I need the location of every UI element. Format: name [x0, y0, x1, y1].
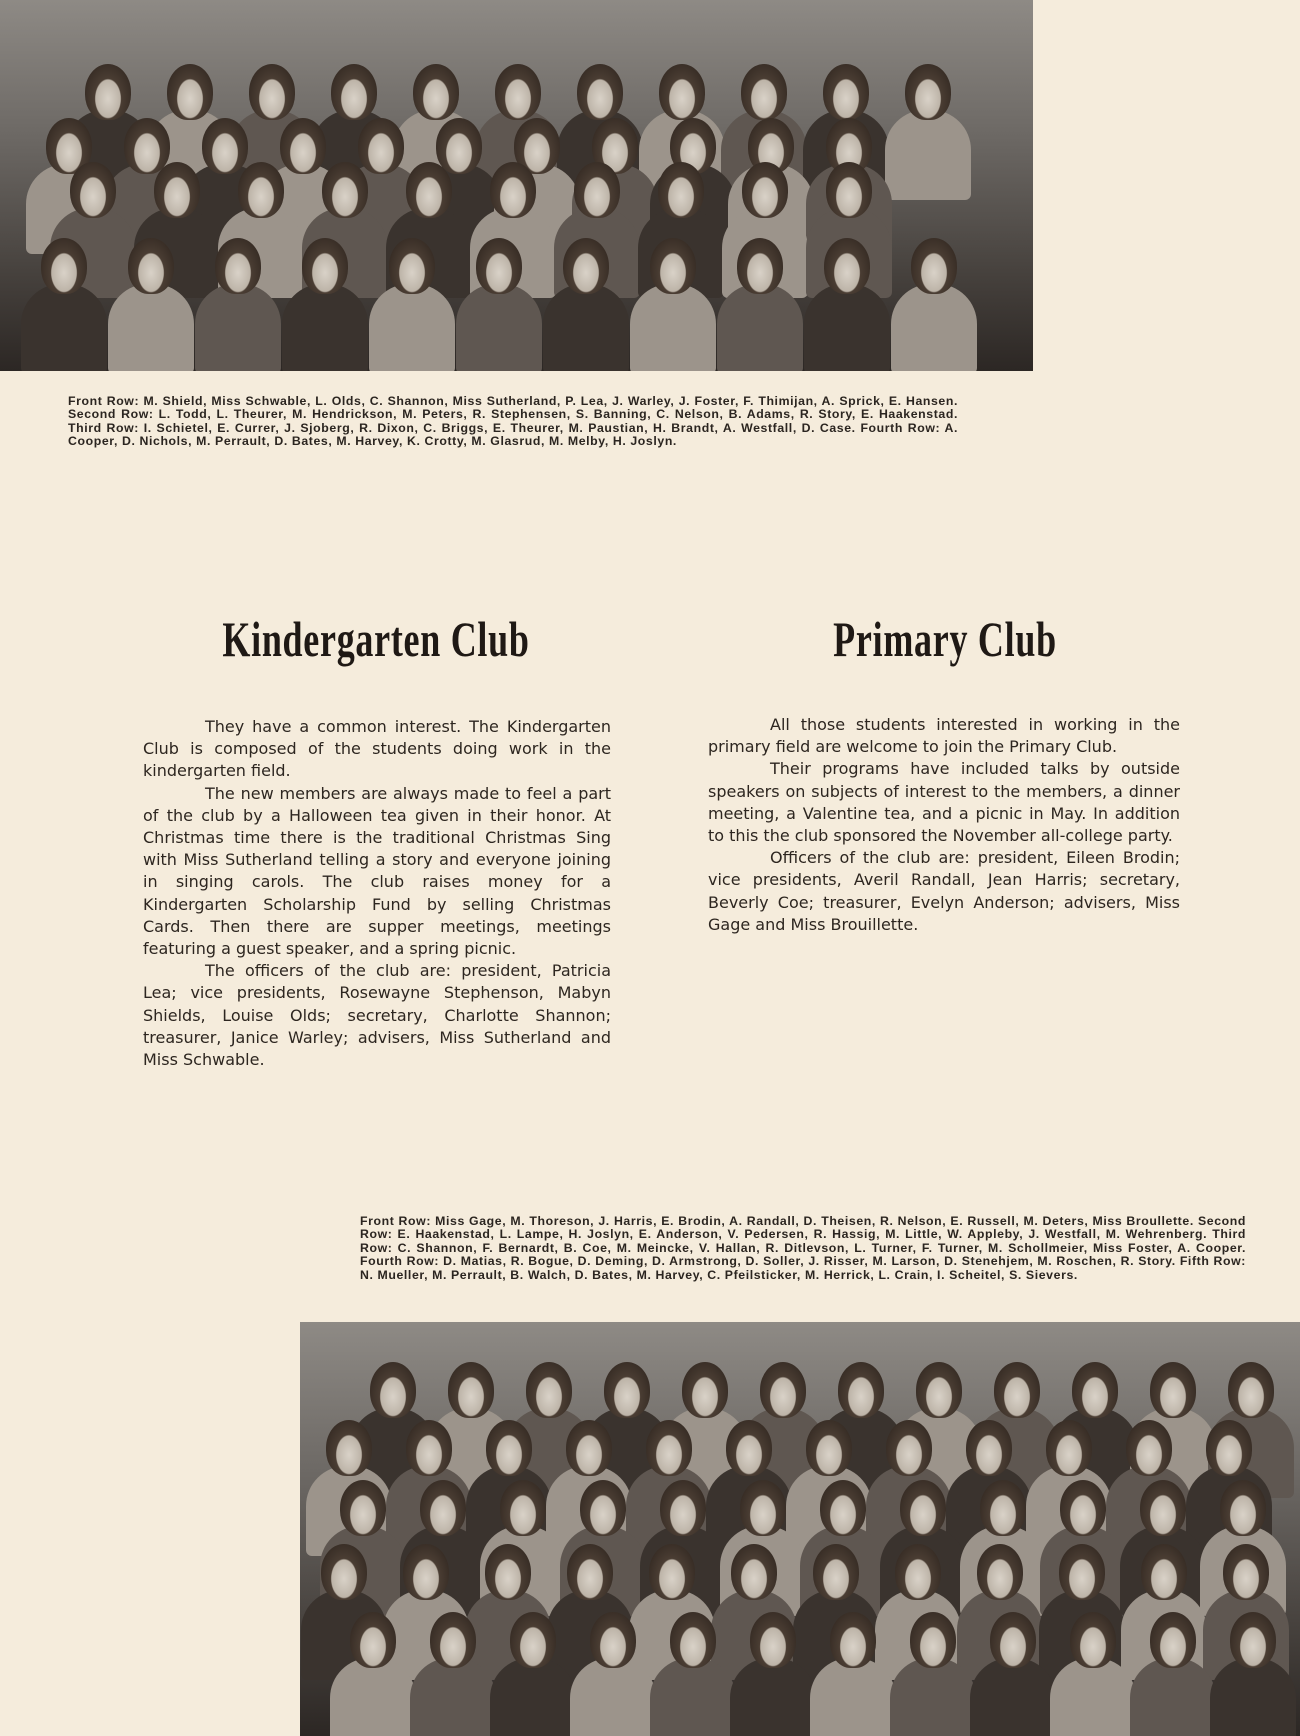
person-figure	[369, 284, 455, 371]
person-head	[1206, 1420, 1252, 1476]
kindergarten-club-title: Kindergarten Club	[222, 611, 530, 667]
person-figure	[810, 1658, 896, 1736]
person-head	[813, 1544, 859, 1600]
person-head	[990, 1612, 1036, 1668]
person-figure	[717, 284, 803, 371]
person-head	[1228, 1362, 1274, 1418]
person-head	[580, 1480, 626, 1536]
person-head	[526, 1362, 572, 1418]
person-head	[886, 1420, 932, 1476]
person-head	[977, 1544, 1023, 1600]
person-head	[1060, 1480, 1106, 1536]
person-figure	[891, 284, 977, 371]
person-head	[389, 238, 435, 294]
person-head	[406, 162, 452, 218]
person-head	[659, 64, 705, 120]
person-head	[350, 1612, 396, 1668]
person-head	[910, 1612, 956, 1668]
person-head	[750, 1612, 796, 1668]
person-head	[406, 1420, 452, 1476]
person-head	[322, 162, 368, 218]
kindergarten-club-group-photo	[0, 0, 1033, 371]
primary-club-group-photo	[300, 1322, 1300, 1736]
person-head	[660, 1480, 706, 1536]
person-head	[563, 238, 609, 294]
person-head	[430, 1612, 476, 1668]
person-head	[340, 1480, 386, 1536]
person-head	[895, 1544, 941, 1600]
person-head	[420, 1480, 466, 1536]
person-head	[436, 118, 482, 174]
person-head	[650, 238, 696, 294]
person-head	[249, 64, 295, 120]
person-head	[760, 1362, 806, 1418]
person-head	[124, 118, 170, 174]
person-figure	[282, 284, 368, 371]
person-head	[154, 162, 200, 218]
person-figure	[650, 1658, 736, 1736]
person-figure	[456, 284, 542, 371]
person-figure	[1210, 1658, 1296, 1736]
primary-paragraph-3: Officers of the club are: president, Eileen Brodin; vice presidents, Averil Randall, Jean Harris; secretary, Beverly Coe; treasurer, Evelyn Anderson; advisers, Miss Gage and Miss Brouillette.	[708, 848, 1180, 934]
person-head	[486, 1420, 532, 1476]
person-head	[476, 238, 522, 294]
person-head	[500, 1480, 546, 1536]
person-head	[128, 238, 174, 294]
person-head	[916, 1362, 962, 1418]
person-head	[167, 64, 213, 120]
person-head	[567, 1544, 613, 1600]
person-figure	[21, 284, 107, 371]
kindergarten-paragraph-2: The new members are always made to feel a part of the club by a Halloween tea given in their honor. At Christmas time there is the traditional Christmas Sing with Miss Sutherland telling a story and everyone joining in singing carols. The club raises money for a Kindergarten Scholarship Fund by selling Christmas Cards. Then there are supper meetings, meetings featuring a guest speaker, and a spring picnic.	[143, 783, 611, 959]
person-head	[900, 1480, 946, 1536]
person-head	[823, 64, 869, 120]
person-head	[280, 118, 326, 174]
person-head	[1150, 1362, 1196, 1418]
person-figure	[885, 110, 971, 200]
person-figure	[570, 1658, 656, 1736]
person-figure	[195, 284, 281, 371]
person-figure	[630, 284, 716, 371]
person-head	[994, 1362, 1040, 1418]
primary-photo-caption: Front Row: Miss Gage, M. Thoreson, J. Harris, E. Brodin, A. Randall, D. Theisen, R. Nelson, E. Russell, M. Deters, Miss Broullette. Second Row: E. Haakenstad, L. Lampe, H. Joslyn, E. Anderson, V. Pedersen, R. Hassig, M. Little, W. Appleby, J. Westfall, M. Wehrenberg. Third Row: C. Shannon, F. Bernardt, B. Coe, M. Meincke, V. Hallan, R. Ditlevson, L. Turner, F. Turner, M. Schollmeier, Miss Foster, A. Cooper. Fourth Row: D. Matias, R. Bogue, D. Deming, D. Armstrong, D. Soller, J. Risser, M. Larson, D. Stenehjem, M. Roschen, R. Story. Fifth Row: N. Mueller, M. Perrault, B. Walch, D. Bates, M. Harvey, C. Pfeilsticker, M. Herrick, L. Crain, I. Scheitel, S. Sievers.	[360, 1214, 1246, 1282]
person-head	[966, 1420, 1012, 1476]
kindergarten-club-description	[143, 716, 611, 1071]
person-head	[604, 1362, 650, 1418]
person-head	[215, 238, 261, 294]
person-head	[911, 238, 957, 294]
person-head	[806, 1420, 852, 1476]
person-head	[682, 1362, 728, 1418]
person-head	[826, 162, 872, 218]
person-head	[740, 1480, 786, 1536]
person-head	[495, 64, 541, 120]
person-head	[658, 162, 704, 218]
kindergarten-paragraph-3: The officers of the club are: president, Patricia Lea; vice presidents, Rosewayne Stephenson, Mabyn Shields, Louise Olds; secretary, Charlotte Shannon; treasurer, Janice Warley; advisers, Miss Sutherland and Miss Schwable.	[143, 961, 611, 1070]
person-head	[490, 162, 536, 218]
person-figure	[970, 1658, 1056, 1736]
person-head	[358, 118, 404, 174]
person-head	[646, 1420, 692, 1476]
person-head	[1150, 1612, 1196, 1668]
person-figure	[543, 284, 629, 371]
person-head	[737, 238, 783, 294]
primary-paragraph-2: Their programs have included talks by outside speakers on subjects of interest to the members, a dinner meeting, a Valentine tea, and a picnic in May. In addition to this the club sponsored the November all-college party.	[708, 759, 1180, 846]
person-head	[413, 64, 459, 120]
kindergarten-photo-caption: Front Row: M. Shield, Miss Schwable, L. Olds, C. Shannon, Miss Sutherland, P. Lea, J. Warley, J. Foster, F. Thimijan, A. Sprick, E. Hansen. Second Row: L. Todd, L. Theurer, M. Hendrickson, M. Peters, R. Stephensen, S. Banning, C. Nelson, B. Adams, R. Story, E. Haakenstad. Third Row: I. Schietel, E. Currer, J. Sjoberg, R. Dixon, C. Briggs, E. Theurer, M. Paustian, H. Brandt, A. Westfall, D. Case. Fourth Row: A. Cooper, D. Nichols, M. Perrault, D. Bates, M. Harvey, K. Crotty, M. Glasrud, M. Melby, H. Joslyn.	[68, 394, 958, 449]
person-head	[448, 1362, 494, 1418]
person-head	[731, 1544, 777, 1600]
person-head	[321, 1544, 367, 1600]
person-head	[574, 162, 620, 218]
primary-paragraph-1: All those students interested in working in the primary field are welcome to join the Primary Club.	[708, 715, 1180, 757]
person-head	[302, 238, 348, 294]
person-head	[70, 162, 116, 218]
person-head	[238, 162, 284, 218]
person-head	[726, 1420, 772, 1476]
person-head	[1046, 1420, 1092, 1476]
person-head	[741, 64, 787, 120]
person-head	[331, 64, 377, 120]
person-head	[1059, 1544, 1105, 1600]
primary-club-title: Primary Club	[833, 611, 1057, 667]
person-head	[824, 238, 870, 294]
kindergarten-paragraph-1: They have a common interest. The Kindergarten Club is composed of the students doing work in the kindergarten field.	[143, 717, 611, 781]
person-head	[577, 64, 623, 120]
person-head	[370, 1362, 416, 1418]
person-head	[742, 162, 788, 218]
person-head	[830, 1612, 876, 1668]
person-head	[905, 64, 951, 120]
person-head	[590, 1612, 636, 1668]
person-figure	[490, 1658, 576, 1736]
person-head	[838, 1362, 884, 1418]
person-head	[649, 1544, 695, 1600]
person-figure	[890, 1658, 976, 1736]
person-head	[41, 238, 87, 294]
person-figure	[730, 1658, 816, 1736]
person-figure	[410, 1658, 496, 1736]
person-head	[326, 1420, 372, 1476]
person-figure	[108, 284, 194, 371]
person-head	[566, 1420, 612, 1476]
person-figure	[1130, 1658, 1216, 1736]
person-head	[85, 64, 131, 120]
person-head	[1141, 1544, 1187, 1600]
person-head	[1140, 1480, 1186, 1536]
person-head	[1220, 1480, 1266, 1536]
person-figure	[1050, 1658, 1136, 1736]
person-head	[1072, 1362, 1118, 1418]
person-head	[1230, 1612, 1276, 1668]
person-head	[1070, 1612, 1116, 1668]
person-head	[980, 1480, 1026, 1536]
person-head	[670, 1612, 716, 1668]
person-head	[202, 118, 248, 174]
person-figure	[804, 284, 890, 371]
primary-club-description	[708, 714, 1180, 936]
person-figure	[330, 1658, 416, 1736]
person-head	[485, 1544, 531, 1600]
person-head	[1223, 1544, 1269, 1600]
person-head	[403, 1544, 449, 1600]
person-head	[1126, 1420, 1172, 1476]
person-head	[510, 1612, 556, 1668]
person-head	[820, 1480, 866, 1536]
